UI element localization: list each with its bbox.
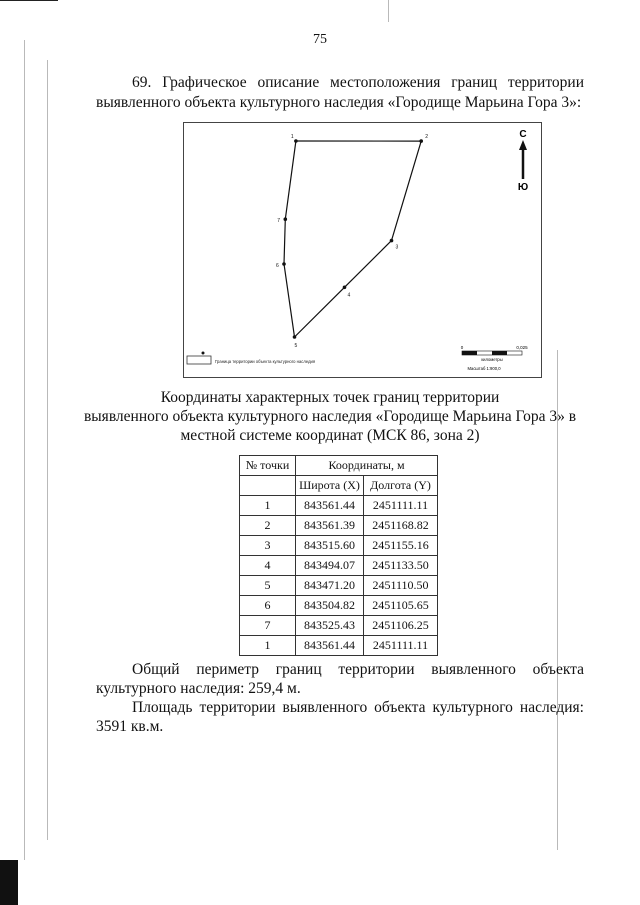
boundary-point-4 [343,286,347,290]
section-heading [96,73,584,113]
cell-x: 843561.39 [296,516,364,536]
coordinates-caption-line-3: местной системе координат (МСК 86, зона 2) [180,427,480,444]
area-paragraph [96,698,584,736]
boundary-point-label: 1 [290,134,294,140]
cell-point: 4 [240,556,296,576]
scale-units-label: километры [481,357,503,362]
perimeter-line-1: Общий периметр границ территории выявленного объекта [132,661,584,678]
boundary-point-label: 5 [294,343,298,349]
boundary-point-1 [294,139,298,143]
cell-y: 2451106.25 [364,616,438,636]
boundary-point-label: 4 [347,292,351,299]
legend-text: Граница территории объекта культурного наследия [215,359,316,364]
north-label: С [519,129,527,140]
column-header-empty [240,476,296,496]
cell-x: 843494.07 [296,556,364,576]
boundary-point-label: 2 [425,134,428,141]
boundary-point-6 [282,262,286,266]
cell-x: 843471.20 [296,576,364,596]
coordinates-table [239,455,438,656]
section-heading-line-1: 69. Графическое описание местоположения границ территории [132,74,584,91]
legend-marker-icon [202,352,205,355]
scale-bar-segment-2 [492,351,507,355]
scan-artifact-top-mark [388,0,389,22]
scan-artifact-left-line [24,40,25,860]
boundary-polygon [284,141,421,337]
column-header-longitude: Долгота (Y) [364,476,438,496]
boundary-point-7 [284,217,288,221]
boundary-point-label: 7 [277,218,281,225]
south-label: Ю [517,182,529,193]
boundary-point-label: 3 [395,244,399,251]
map-legend [187,352,315,365]
cell-x: 843525.43 [296,616,364,636]
table-row [240,536,438,556]
north-arrow [518,129,528,193]
area-line-1: Площадь территории выявленного объекта культурного наследия: [132,699,584,716]
scale-end-label: 0,025 [516,345,528,350]
north-arrow-icon [519,140,527,150]
cell-y: 2451111.11 [364,636,438,656]
perimeter-line-2: культурного наследия: 259,4 м. [96,680,301,697]
cell-x: 843504.82 [296,596,364,616]
boundary-polygon-group [276,134,428,349]
cell-y: 2451155.16 [364,536,438,556]
column-header-latitude: Широта (X) [296,476,364,496]
perimeter-paragraph [96,660,584,698]
boundary-map [183,122,542,378]
area-line-2: 3591 кв.м. [96,718,164,735]
table-row [240,576,438,596]
cell-point: 1 [240,496,296,516]
table-row [240,596,438,616]
coordinates-caption-line-1: Координаты характерных точек границ территории [160,389,500,406]
scan-artifact-left-line-2 [47,60,48,840]
table-row [240,516,438,536]
boundary-point-label: 6 [276,263,279,269]
scan-artifact-top-line [0,0,58,1]
cell-y: 2451111.11 [364,496,438,516]
cell-point: 1 [240,636,296,656]
cell-y: 2451110.50 [364,576,438,596]
cell-x: 843561.44 [296,496,364,516]
table-row [240,616,438,636]
cell-x: 843561.44 [296,636,364,656]
cell-y: 2451105.65 [364,596,438,616]
scale-ratio-label: Масштаб 1:900,0 [467,366,501,371]
cell-point: 2 [240,516,296,536]
section-heading-line-2: выявленного объекта культурного наследия «Городище Марьина Гора 3»: [96,94,582,111]
cell-y: 2451168.82 [364,516,438,536]
cell-point: 5 [240,576,296,596]
table-row [240,496,438,516]
scale-bar-segment-1 [462,351,477,355]
cell-point: 3 [240,536,296,556]
coordinates-caption-line-2: выявленного объекта культурного наследия «Городище Марьина Гора 3» в [83,408,577,425]
boundary-point-2 [419,139,423,143]
cell-y: 2451133.50 [364,556,438,576]
column-header-coordinates: Координаты, м [296,456,438,476]
boundary-point-3 [390,239,394,243]
cell-point: 7 [240,616,296,636]
table-row [240,556,438,576]
table-row [240,636,438,656]
scan-artifact-corner [0,860,18,905]
map-scale-bar [461,345,528,371]
coordinates-caption [80,388,580,445]
legend-swatch [187,356,211,364]
column-header-point: № точки [240,456,296,476]
boundary-point-5 [293,335,297,339]
cell-point: 6 [240,596,296,616]
cell-x: 843515.60 [296,536,364,556]
page-number: 75 [313,32,327,47]
boundary-map-drawing [184,123,541,377]
scale-start-label: 0 [460,345,464,350]
